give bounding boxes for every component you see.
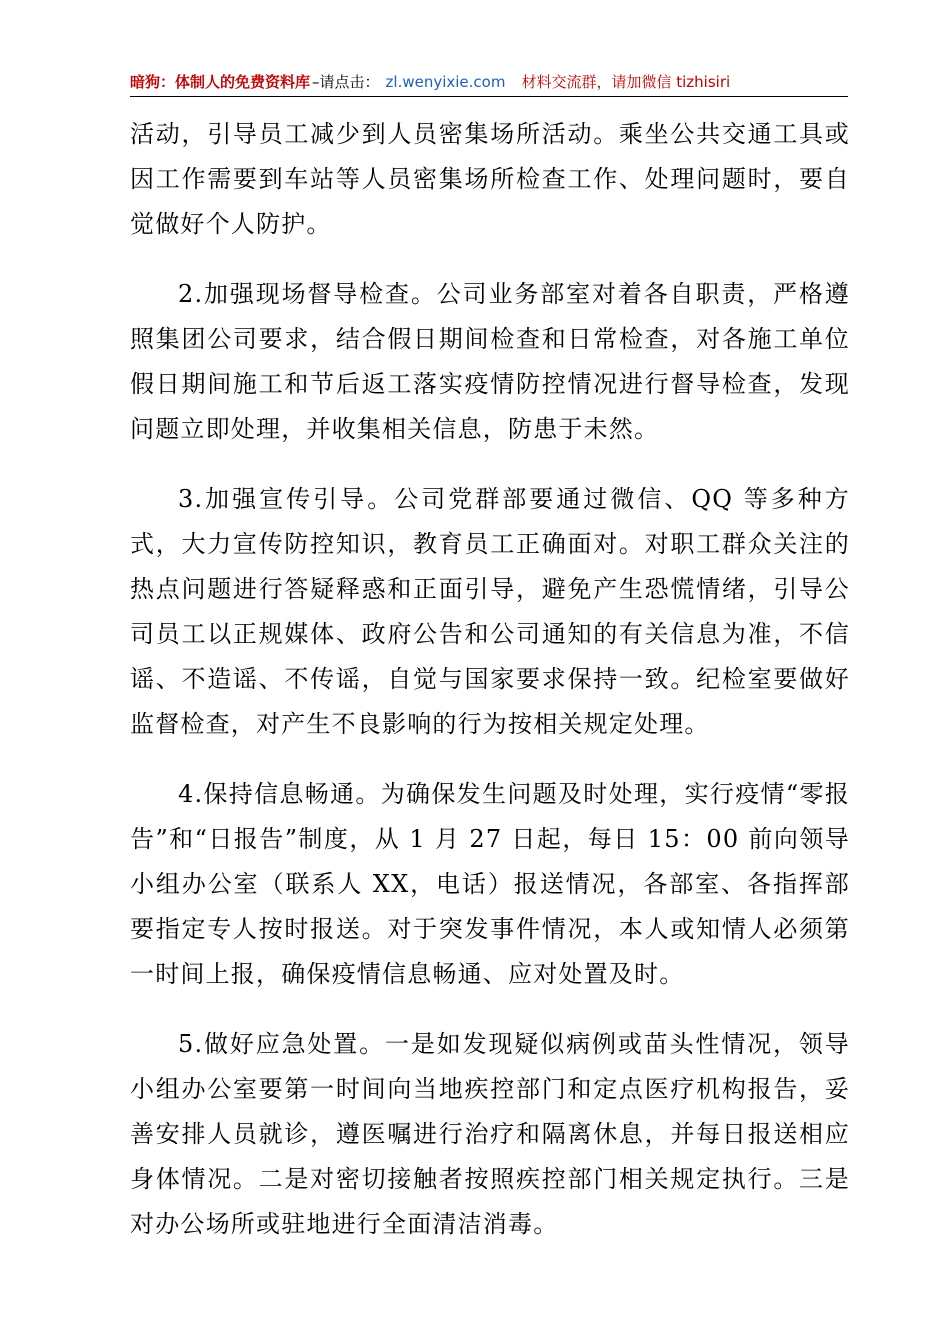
header-click-prompt: –请点击： xyxy=(312,73,380,91)
header-link[interactable]: zl.wenyixie.com xyxy=(385,73,506,91)
paragraph-item-2 xyxy=(130,272,850,452)
paragraph-text: 活动，引导员工减少到人员密集场所活动。乘坐公共交通工具或因工作需要到车站等人员密集场所检查工作、处理问题时，要自觉做好个人防护。 xyxy=(130,120,850,238)
paragraph-heading: 5.做好应急处置。 xyxy=(178,1030,386,1058)
paragraph-text: 公司党群部要通过微信、QQ 等多种方式，大力宣传防控知识，教育员工正确面对。对职工群众关注的热点问题进行答疑释惑和正面引导，避免产生恐慌情绪，引导公司员工以正规媒体、政府公告和公司通知的有关信息为准，不信谣、不造谣、不传谣，自觉与国家要求保持一致。纪检室要做好监督检查，对产生不良影响的行为按相关规定处理。 xyxy=(130,485,850,738)
header-divider xyxy=(130,96,848,97)
paragraph-text: 公司业务部室对着各自职责，严格遵照集团公司要求，结合假日期间检查和日常检查，对各施工单位假日期间施工和节后返工落实疫情防控情况进行督导检查，发现问题立即处理，并收集相关信息，防患于未然。 xyxy=(130,280,850,443)
paragraph-text: 一是如发现疑似病例或苗头性情况，领导小组办公室要第一时间向当地疾控部门和定点医疗机构报告，妥善安排人员就诊，遵医嘱进行治疗和隔离休息，并每日报送相应身体情况。二是对密切接触者按照疾控部门相关规定执行。三是对办公场所或驻地进行全面清洁消毒。 xyxy=(130,1030,850,1238)
paragraph-item-3 xyxy=(130,477,850,747)
paragraph-heading: 4.保持信息畅通。 xyxy=(178,780,381,808)
paragraph-item-4 xyxy=(130,772,850,997)
document-body xyxy=(130,112,850,1272)
paragraph-text: 为确保发生问题及时处理，实行疫情“零报告”和“日报告”制度，从 1 月 27 日起，每日 15：00 前向领导小组办公室（联系人 XX，电话）报送情况，各部室、各指挥部要指定专人按时报送。对于突发事件情况，本人或知情人必须第一时间上报，确保疫情信息畅通、应对处置及时。 xyxy=(130,780,850,988)
header-brand: 暗狗：体制人的免费资料库 xyxy=(130,73,311,91)
page-header xyxy=(130,70,850,94)
paragraph-item-5 xyxy=(130,1022,850,1247)
paragraph-continuation xyxy=(130,112,850,247)
paragraph-heading: 3.加强宣传引导。 xyxy=(178,485,395,513)
header-group-info: 材料交流群，请加微信 tizhisiri xyxy=(521,73,731,91)
paragraph-heading: 2.加强现场督导检查。 xyxy=(178,280,437,308)
